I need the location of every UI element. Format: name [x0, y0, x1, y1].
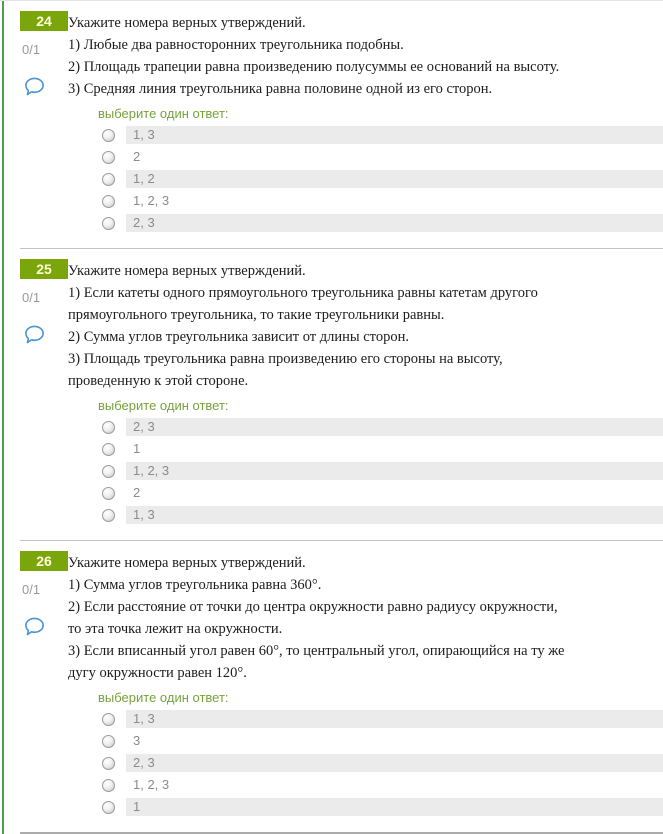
question-number-badge: 26 [20, 551, 68, 571]
radio-button-icon[interactable] [102, 421, 115, 434]
answer-option-label: 1, 3 [126, 126, 663, 144]
answer-option-label: 1 [133, 441, 141, 456]
question-text-line: 3) Если вписанный угол равен 60°, то центральный угол, опирающийся на ту же [68, 643, 565, 659]
radio-button-icon[interactable] [102, 487, 115, 500]
answer-option-label: 2, 3 [126, 418, 663, 436]
answer-option[interactable] [102, 440, 663, 458]
question-text-line: то эта точка лежит на окружности. [68, 621, 283, 637]
answer-prompt: выберите один ответ: [98, 106, 229, 121]
answer-option-label: 2, 3 [126, 214, 663, 232]
answer-option[interactable] [102, 506, 663, 524]
question-text-line: Укажите номера верных утверждений. [68, 263, 306, 279]
question-text-line: 1) Сумма углов треугольника равна 360°. [68, 577, 322, 593]
answer-option-label: 2 [133, 485, 141, 500]
question-block [0, 249, 663, 540]
answer-options [102, 418, 663, 524]
comment-bubble-icon[interactable] [23, 323, 47, 347]
question-number-badge: 24 [20, 11, 68, 31]
answer-prompt: выберите один ответ: [98, 690, 229, 705]
radio-button-icon[interactable] [102, 713, 115, 726]
radio-button-icon[interactable] [102, 735, 115, 748]
radio-button-icon[interactable] [102, 195, 115, 208]
question-text-line: 2) Если расстояние от точки до центра окружности равно радиусу окружности, [68, 599, 558, 615]
question-info-column [0, 551, 68, 820]
radio-button-icon[interactable] [102, 173, 115, 186]
answer-option-label: 1, 2, 3 [126, 462, 663, 480]
left-border [2, 1, 4, 834]
answer-option[interactable] [102, 214, 663, 232]
radio-button-icon[interactable] [102, 217, 115, 230]
radio-button-icon[interactable] [102, 757, 115, 770]
question-text-line: 2) Площадь трапеции равна произведению полусуммы ее оснований на высоту. [68, 59, 560, 75]
answer-option[interactable] [102, 462, 663, 480]
answer-prompt: выберите один ответ: [98, 398, 229, 413]
question-text [68, 260, 663, 392]
question-grade: 0/1 [22, 42, 41, 57]
answer-option-label: 1, 3 [126, 710, 663, 728]
question-number-badge: 25 [20, 259, 68, 279]
question-grade: 0/1 [22, 290, 41, 305]
radio-button-icon[interactable] [102, 509, 115, 522]
answer-option-label: 1, 2, 3 [133, 193, 170, 208]
radio-button-icon[interactable] [102, 779, 115, 792]
answer-option-label: 1, 2 [126, 170, 663, 188]
radio-button-icon[interactable] [102, 443, 115, 456]
answer-option[interactable] [102, 170, 663, 188]
answer-option[interactable] [102, 754, 663, 772]
question-text-line: 1) Любые два равносторонних треугольника подобны. [68, 37, 404, 53]
question-text-line: 2) Сумма углов треугольника зависит от длины сторон. [68, 329, 409, 345]
question-info-column [0, 259, 68, 528]
answer-option[interactable] [102, 148, 663, 166]
answer-option-label: 1, 3 [126, 506, 663, 524]
answer-option[interactable] [102, 732, 663, 750]
question-text [68, 12, 663, 100]
question-content [68, 11, 663, 236]
answer-option-label: 1, 2, 3 [133, 777, 170, 792]
comment-bubble-icon[interactable] [23, 615, 47, 639]
answer-option-label: 1 [126, 798, 663, 816]
answer-option[interactable] [102, 776, 663, 794]
question-content [68, 259, 663, 528]
question-text-line: 3) Площадь треугольника равна произведению его стороны на высоту, [68, 351, 503, 367]
question-info-column [0, 11, 68, 236]
answer-option-label: 3 [133, 733, 141, 748]
radio-button-icon[interactable] [102, 801, 115, 814]
question-text [68, 552, 663, 684]
question-list [0, 1, 663, 834]
question-grade: 0/1 [22, 582, 41, 597]
question-text-line: 3) Средняя линия треугольника равна половине одной из его сторон. [68, 81, 493, 97]
answer-option[interactable] [102, 126, 663, 144]
answer-option[interactable] [102, 798, 663, 816]
question-block [0, 541, 663, 832]
question-text-line: 1) Если катеты одного прямоугольного треугольника равны катетам другого [68, 285, 538, 301]
radio-button-icon[interactable] [102, 465, 115, 478]
answer-option-label: 2 [133, 149, 141, 164]
question-content [68, 551, 663, 820]
question-text-line: Укажите номера верных утверждений. [68, 15, 306, 31]
radio-button-icon[interactable] [102, 151, 115, 164]
question-block [0, 1, 663, 248]
question-text-line: прямоугольного треугольника, то такие треугольники равны. [68, 307, 445, 323]
question-text-line: проведенную к этой стороне. [68, 373, 249, 389]
answer-option[interactable] [102, 484, 663, 502]
answer-options [102, 710, 663, 816]
answer-option-label: 2, 3 [126, 754, 663, 772]
question-text-line: дугу окружности равен 120°. [68, 665, 247, 681]
answer-option[interactable] [102, 192, 663, 210]
answer-option[interactable] [102, 418, 663, 436]
comment-bubble-icon[interactable] [23, 75, 47, 99]
answer-options [102, 126, 663, 232]
answer-option[interactable] [102, 710, 663, 728]
question-text-line: Укажите номера верных утверждений. [68, 555, 306, 571]
radio-button-icon[interactable] [102, 129, 115, 142]
